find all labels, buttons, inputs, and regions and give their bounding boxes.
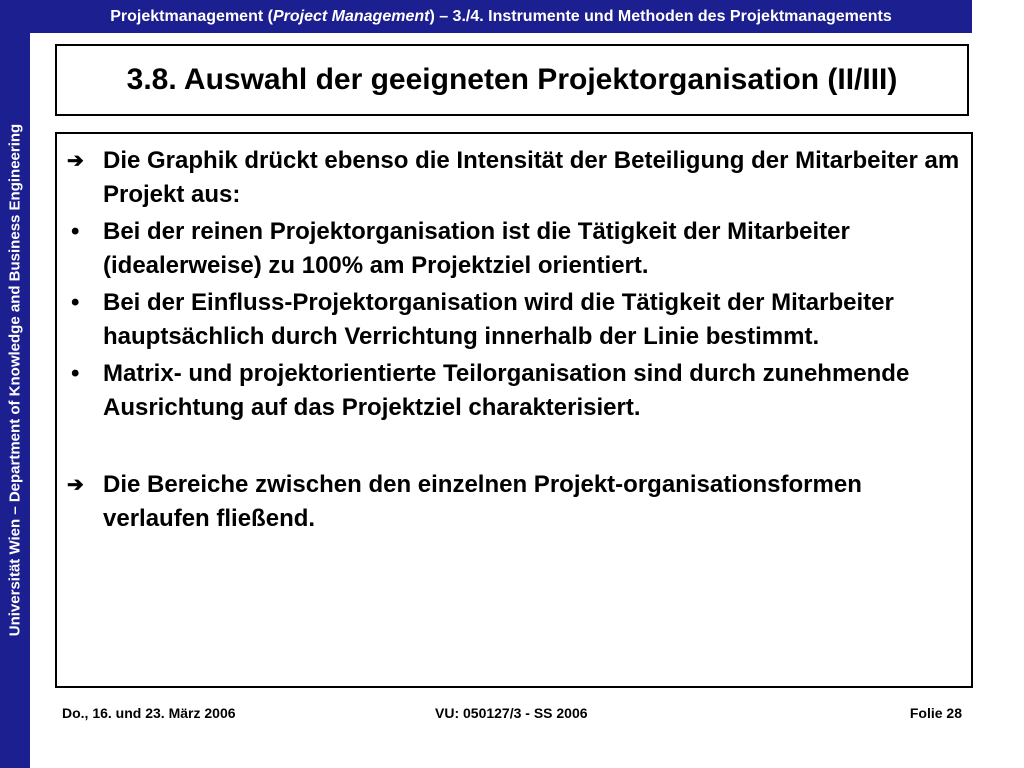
footer-slide-number: Folie 28 <box>909 705 962 721</box>
list-item <box>67 215 963 283</box>
item-text: Matrix- und projektorientierte Teilorganisation sind durch zunehmende Ausrichtung auf das Projektziel charakterisiert. <box>103 360 910 421</box>
header-bar <box>30 0 972 33</box>
bullet-icon: • <box>71 289 80 316</box>
bullet-icon: • <box>71 218 80 245</box>
title-box <box>55 44 969 116</box>
header-italic: Project Management <box>272 7 430 25</box>
list-item <box>67 144 963 212</box>
item-text: Bei der Einfluss-Projektorganisation wird die Tätigkeit der Mitarbeiter hauptsächlich durch Verrichtung innerhalb der Linie bestimmt. <box>103 289 894 350</box>
side-bar <box>0 0 30 768</box>
item-text: Die Bereiche zwischen den einzelnen Projekt-organisationsformen verlaufen fließend. <box>103 471 862 532</box>
spacer <box>67 428 963 468</box>
page-title: 3.8. Auswahl der geeigneten Projektorganisation (II/III) <box>126 63 898 96</box>
header-prefix: Projektmanagement ( <box>110 7 273 25</box>
bullet-icon: • <box>71 360 80 387</box>
header-text <box>110 8 892 26</box>
content-box <box>55 132 973 688</box>
list-item <box>67 357 963 425</box>
list-item <box>67 468 963 536</box>
footer-date: Do., 16. und 23. März 2006 <box>62 705 236 721</box>
footer-course: VU: 050127/3 - SS 2006 <box>435 705 588 721</box>
arrow-right-icon: ➔ <box>67 474 84 496</box>
item-text: Die Graphik drückt ebenso die Intensität der Beteiligung der Mitarbeiter am Projekt aus: <box>103 147 960 208</box>
item-text: Bei der reinen Projektorganisation ist die Tätigkeit der Mitarbeiter (idealerweise) zu 100% am Projektziel orientiert. <box>103 218 850 279</box>
sidebar-text: Universität Wien – Department of Knowledge and Business Engineering <box>6 123 24 637</box>
list-item <box>67 286 963 354</box>
header-suffix: ) – 3./4. Instrumente und Methoden des Projektmanagements <box>429 7 892 25</box>
arrow-right-icon: ➔ <box>67 150 84 172</box>
